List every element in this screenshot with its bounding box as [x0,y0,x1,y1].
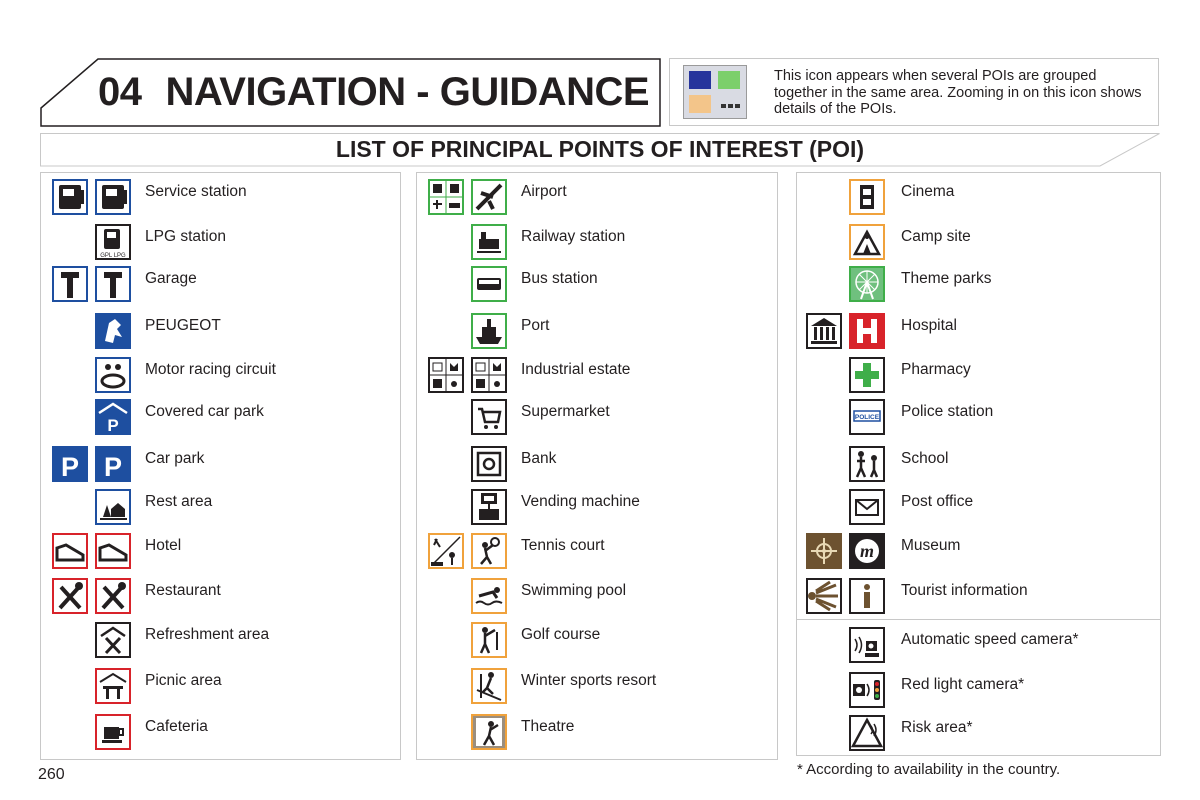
children-icon [849,446,885,482]
poi-row [797,489,1160,529]
poi-row [41,313,400,353]
theatre-icon [471,714,507,750]
poi-row [41,446,400,486]
poi-label: Refreshment area [145,626,270,643]
poi-row [41,357,400,397]
poi-row [417,622,777,662]
wrench-icon [52,266,88,302]
poi-label: Tourist information [901,582,1028,599]
peugeot-lion-icon [95,313,131,349]
poi-label: Picnic area [145,672,222,689]
poi-row [41,224,400,264]
grouped-poi-note [669,58,1159,126]
poi-label: Hospital [901,317,957,334]
poi-label: Covered car park [145,403,264,420]
poi-label: Airport [521,183,567,200]
speed-camera-icon [849,627,885,663]
chapter-title [98,70,649,115]
poi-label: Cinema [901,183,955,200]
bed-icon [52,533,88,569]
chapter-header [40,58,660,126]
poi-column-3 [796,172,1161,756]
poi-label: Cafeteria [145,718,208,735]
envelope-icon [849,489,885,525]
poi-label: Restaurant [145,582,221,599]
transport-group-icon [428,179,464,215]
poi-row [797,578,1160,618]
poi-label: Rest area [145,493,213,510]
footnote: * According to availability in the country. [797,761,1061,778]
poi-label: Car park [145,450,205,467]
poi-row [41,399,400,439]
poi-label: LPG station [145,228,226,245]
poi-label: PEUGEOT [145,317,221,334]
poi-column-1 [40,172,401,760]
pharmacy-cross-icon [849,357,885,393]
poi-row [41,533,400,573]
poi-row [417,578,777,618]
tourist-sun-icon [806,578,842,614]
fuel-pump-icon [95,179,131,215]
golfer-icon [471,622,507,658]
poi-row [417,399,777,439]
poi-label: Supermarket [521,403,610,420]
svg-text:m: m [859,541,875,561]
red-light-camera-icon [849,672,885,708]
building-columns-icon [806,313,842,349]
rest-area-icon [95,489,131,525]
plane-icon [471,179,507,215]
poi-row [797,313,1160,353]
bus-icon [471,266,507,302]
tennis-player-icon [471,533,507,569]
poi-row [417,179,777,219]
poi-row [417,489,777,529]
poi-row [797,533,1160,573]
poi-label: Theme parks [901,270,992,287]
shopping-cart-icon [471,399,507,435]
grouped-poi-icon [683,65,747,119]
chapter-name: NAVIGATION - GUIDANCE [165,70,650,114]
risk-triangle-icon [849,715,885,751]
poi-row [41,622,400,662]
poi-label: Risk area* [901,719,973,736]
industrial-group-icon [471,357,507,393]
poi-row [41,266,400,306]
poi-row [41,714,400,754]
poi-row [41,578,400,618]
svg-text:P: P [60,452,80,482]
svg-text:GPL LPG: GPL LPG [100,253,126,259]
svg-text:P: P [103,452,123,482]
poi-label: School [901,450,949,467]
poi-label: Tennis court [521,537,605,554]
note-text: This icon appears when several POIs are grouped together in the same area. Zooming in on this icon shows details of the POIs. [774,68,1142,117]
fork-knife-icon [52,578,88,614]
poi-label: Service station [145,183,247,200]
poi-list-title: LIST OF PRINCIPAL POINTS OF INTEREST (POI) [335,136,865,162]
poi-label: Motor racing circuit [145,361,276,378]
museum-ornament-icon [806,533,842,569]
poi-row [41,668,400,708]
police-icon [849,399,885,435]
poi-row [797,266,1160,306]
poi-row [797,399,1160,439]
refreshment-icon [95,622,131,658]
poi-label: Museum [901,537,961,554]
poi-row [797,715,1160,755]
poi-label: Camp site [901,228,971,245]
skier-icon [471,668,507,704]
poi-label: Industrial estate [521,361,631,378]
ship-icon [471,313,507,349]
poi-row [797,357,1160,397]
poi-row [41,489,400,529]
poi-label: Golf course [521,626,601,643]
poi-label: Theatre [521,718,575,735]
poi-list-header [40,133,1160,166]
poi-label: Winter sports resort [521,672,657,689]
racing-circuit-icon [95,357,131,393]
column-divider [797,619,1160,620]
film-icon [849,179,885,215]
tent-icon [849,224,885,260]
wrench-icon [95,266,131,302]
bed-icon [95,533,131,569]
fuel-pump-icon [52,179,88,215]
museum-m-icon [849,533,885,569]
poi-row [797,224,1160,264]
poi-label: Vending machine [521,493,640,510]
poi-row [417,266,777,306]
svg-text:POLICE: POLICE [854,414,880,421]
info-i-icon [849,578,885,614]
industrial-group-icon [428,357,464,393]
lpg-pump-icon [95,224,131,260]
hospital-h-icon [849,313,885,349]
poi-label: Pharmacy [901,361,971,378]
poi-column-2 [416,172,778,760]
poi-row [417,714,777,754]
poi-row [797,446,1160,486]
poi-label: Port [521,317,550,334]
poi-row [797,179,1160,219]
poi-row [417,533,777,573]
poi-row [417,224,777,264]
train-icon [471,224,507,260]
poi-label: Automatic speed camera* [901,631,1079,648]
poi-label: Bus station [521,270,598,287]
fork-knife-icon [95,578,131,614]
coffee-cup-icon [95,714,131,750]
poi-label: Bank [521,450,557,467]
poi-label: Garage [145,270,197,287]
poi-label: Swimming pool [521,582,627,599]
chapter-number: 04 [98,70,142,114]
ferris-wheel-icon [849,266,885,302]
page-number: 260 [38,766,65,783]
bank-safe-icon [471,446,507,482]
svg-text:P: P [107,416,119,435]
poi-label: Police station [901,403,994,420]
poi-row [797,627,1160,667]
swimmer-icon [471,578,507,614]
parking-icon [52,446,88,482]
picnic-table-icon [95,668,131,704]
sport-group-icon [428,533,464,569]
poi-row [797,672,1160,712]
vending-machine-icon [471,489,507,525]
parking-icon [95,446,131,482]
poi-row [417,668,777,708]
poi-row [417,446,777,486]
poi-label: Hotel [145,537,182,554]
poi-label: Railway station [521,228,626,245]
poi-label: Post office [901,493,974,510]
poi-row [417,357,777,397]
poi-label: Red light camera* [901,676,1025,693]
poi-row [417,313,777,353]
covered-parking-icon [95,399,131,435]
poi-row [41,179,400,219]
